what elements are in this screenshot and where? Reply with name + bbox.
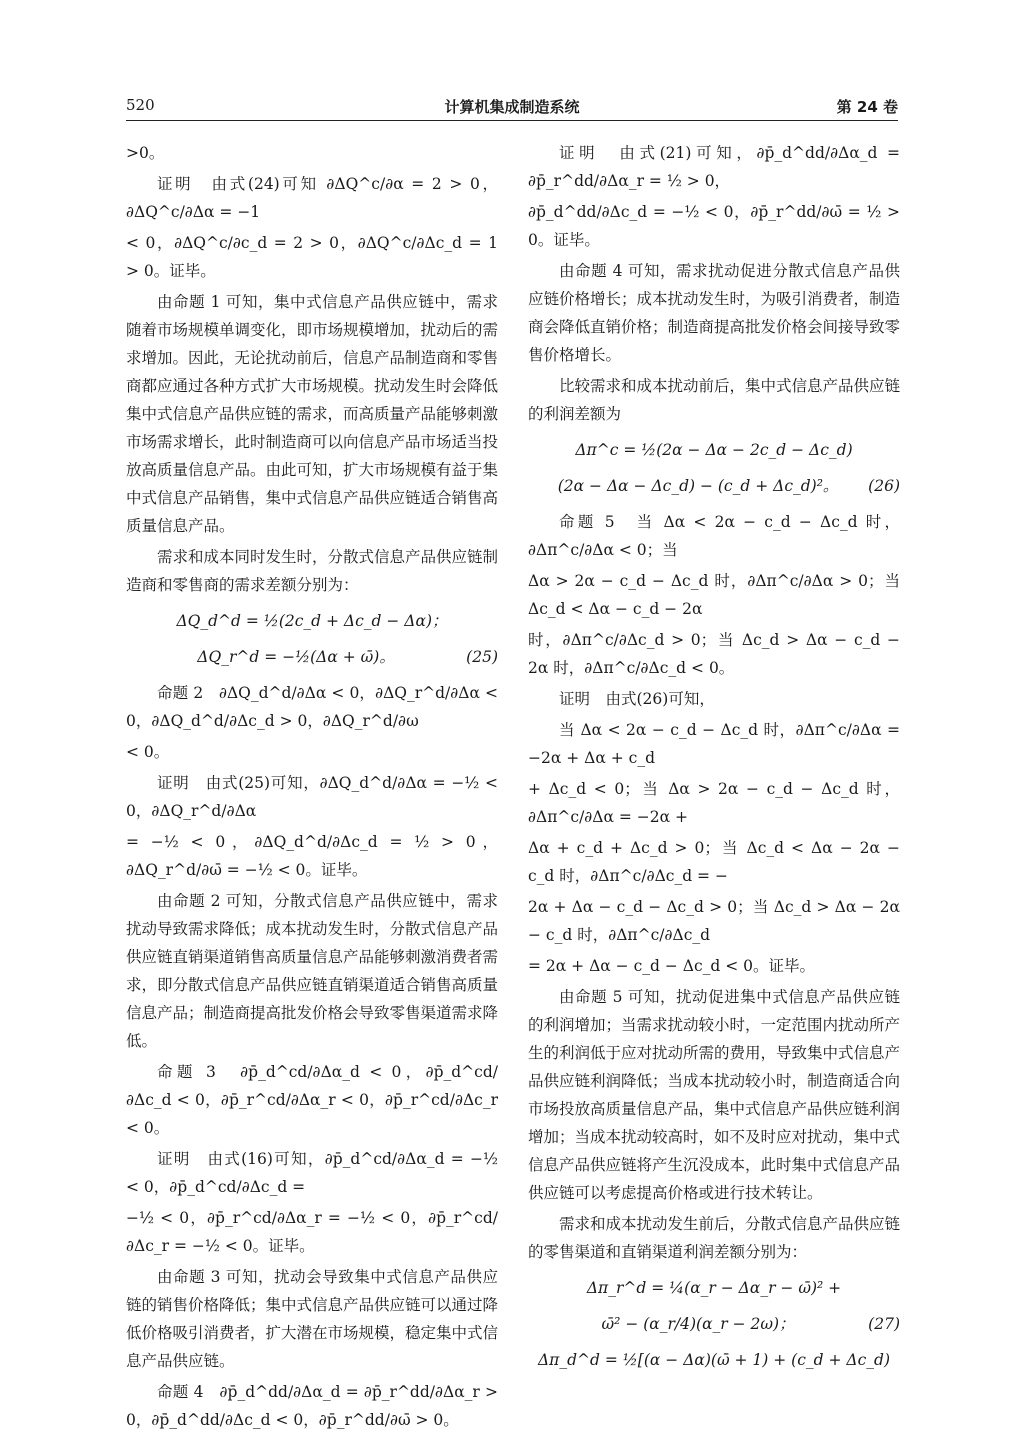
text-line [126, 828, 498, 884]
journal-name: 计算机集成制造系统 [444, 98, 580, 116]
line-text: 命题 3 ∂p̄_d^cd/∂Δα_d < 0，∂p̄_d^cd/∂Δc_d < 0，∂p̄_r^cd/∂Δα_r < 0，∂p̄_r^cd/∂Δc_r < 0。 [126, 1063, 498, 1137]
line-text: < 0。 [126, 743, 170, 761]
line-text: 由命题 5 可知，扰动促进集中式信息产品供应链的利润增加；当需求扰动较小时，一定范围内扰动所产生的利润低于应对扰动所需的费用，导致集中式信息产品供应链利润降低；当成本扰动较小时，制造商适合向市场投放高质量信息产品，集中式信息产品供应链利润增加；当成本扰动较高时，如不及时应对扰动，集中式信息产品供应链将产生沉没成本，此时集中式信息产品供应链可以考虑提高价格或进行技术转让。 [528, 988, 901, 1202]
line-text: Δα > 2α − c_d − Δc_d 时，∂Δπ^c/∂Δα > 0；当 Δc_d < Δα − c_d − 2α [528, 572, 900, 618]
line-text: 由命题 2 可知，分散式信息产品供应链中，需求扰动导致需求降低；成本扰动发生时，分散式信息产品供应链直销渠道销售高质量信息产品能够刺激消费者需求，即分散式信息产品供应链直销渠道适合销售高质量信息产品；制造商提高批发价格会导致零售渠道需求降低。 [126, 892, 499, 1050]
text-line [528, 893, 900, 949]
text-line [528, 567, 900, 623]
line-text: −½ < 0，∂p̄_r^cd/∂Δα_r = −½ < 0，∂p̄_r^cd/∂Δc_r = −½ < 0。证毕。 [126, 1209, 498, 1255]
text-line [126, 1204, 498, 1260]
line-text: 需求和成本扰动发生前后，分散式信息产品供应链的零售渠道和直销渠道利润差额分别为： [528, 1215, 901, 1261]
line-text: 当 Δα < 2α − c_d − Δc_d 时，∂Δπ^c/∂Δα = −2α + Δα + c_d [528, 721, 900, 767]
body-paragraph [528, 1210, 900, 1266]
line-text: 比较需求和成本扰动前后，集中式信息产品供应链的利润差额为 [528, 377, 901, 423]
equation [528, 1274, 900, 1302]
body-paragraph [528, 257, 900, 369]
line-text: < 0，∂ΔQ^c/∂c_d = 2 > 0，∂ΔQ^c/∂Δc_d = 1 > 0。证毕。 [126, 234, 498, 280]
text-line [528, 952, 900, 980]
line-text: 2α + Δα − c_d − Δc_d > 0；当 Δc_d > Δα − 2α − c_d 时，∂Δπ^c/∂Δc_d [528, 898, 900, 944]
line-text: 证明 由式(16)可知，∂p̄_d^cd/∂Δα_d = −½ < 0，∂p̄_d^cd/∂Δc_d = [126, 1150, 498, 1196]
equation-number: (27) [868, 1315, 900, 1333]
text-line [528, 626, 900, 682]
proof [126, 769, 498, 825]
body-paragraph [528, 372, 900, 428]
line-text: Δπ_r^d = ¼(α_r − Δα_r − ω̄)² + [586, 1279, 842, 1297]
equation [528, 436, 900, 464]
proposition [126, 1378, 498, 1434]
proposition [126, 679, 498, 735]
line-text: ΔQ_r^d = −½(Δα + ω̄)。 [197, 648, 395, 666]
line-text: >0。 [126, 144, 165, 162]
body-paragraph [528, 716, 900, 772]
text-line [528, 834, 900, 890]
body-paragraph [528, 983, 900, 1207]
line-text: 时，∂Δπ^c/∂Δc_d > 0；当 Δc_d > Δα − c_d − 2α 时，∂Δπ^c/∂Δc_d < 0。 [528, 631, 900, 677]
proof [126, 1145, 498, 1201]
text-line [528, 775, 900, 831]
equation [528, 1346, 900, 1374]
line-text: 证明 由式(25)可知，∂ΔQ_d^d/∂Δα = −½ < 0，∂ΔQ_r^d/∂Δα [126, 774, 498, 820]
line-text: ∂p̄_d^dd/∂Δc_d = −½ < 0，∂p̄_r^dd/∂ω̄ = ½ > 0。证毕。 [528, 203, 900, 249]
proposition [528, 508, 900, 564]
text-line [528, 198, 900, 254]
line-text: = 2α + Δα − c_d − Δc_d < 0。证毕。 [528, 957, 816, 975]
running-header [126, 94, 898, 121]
line-text: ΔQ_d^d = ½(2c_d + Δc_d − Δα)； [176, 612, 448, 630]
line-text: 命题 2 ∂ΔQ_d^d/∂Δα < 0，∂ΔQ_r^d/∂Δα < 0，∂ΔQ_d^d/∂Δc_d > 0，∂ΔQ_r^d/∂ω [126, 684, 498, 730]
proof [528, 139, 900, 195]
body-paragraph [126, 288, 498, 540]
body-paragraph [126, 887, 498, 1055]
line-text: (2α − Δα − Δc_d) − (c_d + Δc_d)²。 [557, 477, 839, 495]
line-text: Δπ_d^d = ½[(α − Δα)(ω̄ + 1) + (c_d + Δc_d) [537, 1351, 891, 1369]
body-paragraph [126, 543, 498, 599]
line-text: 由命题 4 可知，需求扰动促进分散式信息产品供应链价格增长；成本扰动发生时，为吸引消费者，制造商会降低直销价格；制造商提高批发价格会间接导致零售价格增长。 [528, 262, 901, 364]
equation [528, 472, 900, 500]
page-number: 520 [126, 96, 155, 114]
volume-label: 第 24 卷 [836, 98, 898, 116]
text-line [126, 139, 498, 167]
body-paragraph [126, 1263, 498, 1375]
proof [528, 685, 900, 713]
equation-number: (26) [868, 477, 900, 495]
line-text: 命题 4 ∂p̄_d^dd/∂Δα_d = ∂p̄_r^dd/∂Δα_r > 0，∂p̄_d^dd/∂Δc_d < 0，∂p̄_r^dd/∂ω̄ > 0。 [126, 1383, 498, 1429]
text-line [126, 738, 498, 766]
line-text: Δα + c_d + Δc_d > 0；当 Δc_d < Δα − 2α − c_d 时，∂Δπ^c/∂Δc_d = − [528, 839, 900, 885]
line-text: 证明 由式(26)可知， [559, 690, 715, 708]
equation [126, 643, 498, 671]
line-text: 由命题 1 可知，集中式信息产品供应链中，需求随着市场规模单调变化，即市场规模增加，扰动后的需求增加。因此，无论扰动前后，信息产品制造商和零售商都应通过各种方式扩大市场规模。扰动发生时会降低集中式信息产品供应链的需求，而高质量产品能够刺激市场需求增长，此时制造商可以向信息产品市场适当投放高质量信息产品。由此可知，扩大市场规模有益于集中式信息产品销售，集中式信息产品供应链适合销售高质量信息产品。 [126, 293, 499, 535]
equation-number: (25) [466, 648, 498, 666]
line-text: 命题 5 当 Δα < 2α − c_d − Δc_d 时，∂Δπ^c/∂Δα < 0；当 [528, 513, 900, 559]
line-text: = −½ < 0，∂ΔQ_d^d/∂Δc_d = ½ > 0，∂ΔQ_r^d/∂ω̄ = −½ < 0。证毕。 [126, 833, 498, 879]
proof [126, 170, 498, 226]
line-text: Δπ^c = ½(2α − Δα − 2c_d − Δc_d) [575, 441, 853, 459]
line-text: 证明 由式(24)可知 ∂ΔQ^c/∂α = 2 > 0，∂ΔQ^c/∂Δα = −1 [126, 175, 498, 221]
line-text: 证明 由式(21)可知，∂p̄_d^dd/∂Δα_d = ∂p̄_r^dd/∂Δα_r = ½ > 0， [528, 144, 900, 190]
equation [528, 1310, 900, 1338]
text-line [126, 229, 498, 285]
line-text: 由命题 3 可知，扰动会导致集中式信息产品供应链的销售价格降低；集中式信息产品供应链可以通过降低价格吸引消费者，扩大潜在市场规模，稳定集中式信息产品供应链。 [126, 1268, 499, 1370]
line-text: ω̄² − (α_r/4)(α_r − 2ω)； [601, 1315, 795, 1333]
proposition [126, 1058, 498, 1142]
line-text: + Δc_d < 0；当 Δα > 2α − c_d − Δc_d 时，∂Δπ^c/∂Δα = −2α + [528, 780, 900, 826]
left-column [126, 136, 498, 1437]
right-column [528, 136, 900, 1382]
line-text: 需求和成本同时发生时，分散式信息产品供应链制造商和零售商的需求差额分别为： [126, 548, 499, 594]
equation [126, 607, 498, 635]
